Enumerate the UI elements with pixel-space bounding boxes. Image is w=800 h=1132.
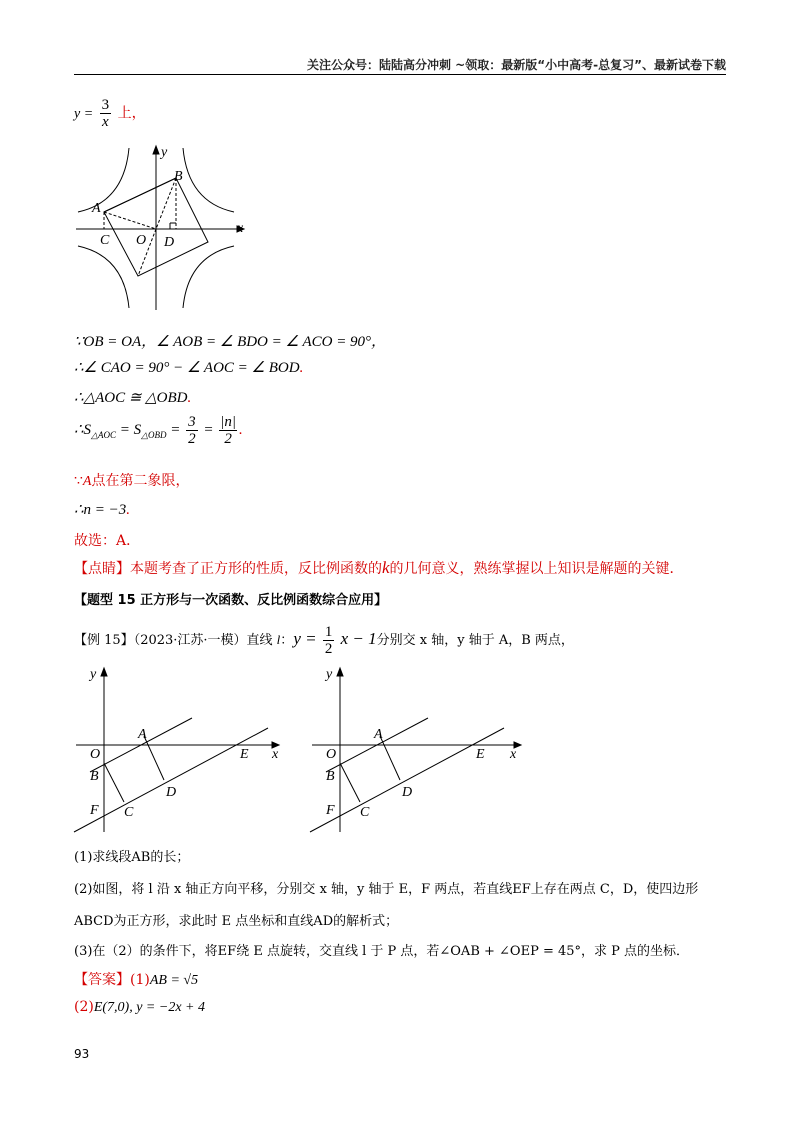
label-a: A xyxy=(138,727,147,742)
proof-text: ∠ CAO = 90° − ∠ AOC = ∠ BOD xyxy=(83,360,300,376)
label-b: B xyxy=(326,769,335,784)
area-sub: △AOC xyxy=(91,429,116,440)
fraction-3-x xyxy=(100,97,112,130)
label-d: D xyxy=(402,785,413,800)
frac-num: |n| xyxy=(220,414,237,430)
comment-tag: 【点睛】 xyxy=(74,561,130,577)
side-bc xyxy=(104,763,124,802)
proof-tail: . xyxy=(126,502,131,518)
label-c: C xyxy=(360,805,370,820)
y-axis-arrow xyxy=(153,146,159,154)
area-s: S xyxy=(83,421,92,438)
proof-line-6 xyxy=(74,500,130,519)
proof-tail: . xyxy=(239,421,243,438)
frac-num: 1 xyxy=(324,624,333,640)
label-c: C xyxy=(124,805,134,820)
proof-line-2 xyxy=(74,358,303,377)
hyperbola-q2 xyxy=(78,148,129,212)
example-src: （2023·江苏·一模）直线 xyxy=(133,633,277,648)
fraction-1-2 xyxy=(323,624,335,657)
y-eq: y = xyxy=(74,106,94,122)
label-b: B xyxy=(174,169,183,184)
eq: = xyxy=(199,421,218,438)
therefore-symbol: ∴ xyxy=(74,421,84,438)
label-f: F xyxy=(326,803,335,818)
line-l: l xyxy=(276,632,281,647)
label-c: C xyxy=(100,233,110,248)
proof-text: n = −3 xyxy=(83,502,127,518)
proof-text: △AOC ≅ △OBD xyxy=(83,390,188,406)
frac-den: x xyxy=(102,114,109,130)
question-3: (3)在（2）的条件下，将EF绕 E 点旋转，交直线 l 于 P 点，若∠OAB + ∠OEP = 45°，求 P 点的坐标． xyxy=(74,944,690,959)
label-d: D xyxy=(166,785,177,800)
eq: = xyxy=(115,421,134,438)
question-2a: (2)如图，将 l 沿 x 轴正方向平移，分别交 x 轴，y 轴于 E，F 两点，若直线EF上存在两点 C，D，使四边形 xyxy=(74,882,699,897)
suffix-text: 上， xyxy=(117,105,146,122)
label-y: y xyxy=(326,667,333,682)
label-x: x xyxy=(237,221,244,236)
page-number: 93 xyxy=(74,1047,90,1061)
comment-text: 本题考查了正方形的性质，反比例函数的 xyxy=(130,561,382,577)
proof-line-3 xyxy=(74,388,191,407)
label-d: D xyxy=(164,235,175,250)
label-x: x xyxy=(272,747,279,762)
eq: = xyxy=(166,421,185,438)
choice-line: 故选：A． xyxy=(74,533,141,549)
fraction-3-2 xyxy=(186,414,198,447)
line-ef xyxy=(310,728,504,832)
proof-text: 点在第二象限， xyxy=(91,473,190,489)
comment-text: 的几何意义，熟练掌握以上知识是解题的关键． xyxy=(389,561,684,577)
example-tag: 【例 15】 xyxy=(74,633,134,648)
frac-den: 2 xyxy=(324,641,333,657)
label-y: y xyxy=(161,145,168,160)
area-sub: △OBD xyxy=(141,429,167,440)
section-title: 【题型 15 正方形与一次函数、反比例函数综合应用】 xyxy=(74,593,388,608)
example-tail: 分别交 x 轴，y 轴于 A，B 两点， xyxy=(376,633,574,648)
label-e: E xyxy=(476,747,485,762)
therefore-symbol: ∴ xyxy=(74,360,84,376)
frac-num: 3 xyxy=(188,414,196,430)
question-1: (1)求线段AB的长； xyxy=(74,850,190,865)
label-x: x xyxy=(510,747,517,762)
figure-square-hyperbola xyxy=(72,142,252,312)
label-a: A xyxy=(92,201,101,216)
answer-line-1 xyxy=(74,969,198,989)
x-minus-1: x − 1 xyxy=(336,629,377,648)
proof-text: OB = OA，∠ AOB = ∠ BDO = ∠ ACO = 90°， xyxy=(83,334,387,350)
point-a: A xyxy=(82,474,92,489)
label-o: O xyxy=(136,233,147,248)
proof-tail: . xyxy=(299,360,304,376)
side-ad xyxy=(144,736,164,780)
side-ad xyxy=(380,736,400,780)
answer-tag: 【答案】 xyxy=(74,972,130,988)
label-e: E xyxy=(240,747,249,762)
proof-line-1 xyxy=(74,330,386,351)
answer-part: (2) xyxy=(74,999,94,1015)
figure-square-line-right xyxy=(304,662,530,838)
fraction-n-2 xyxy=(219,414,237,447)
frac-den: 2 xyxy=(188,431,196,447)
because-symbol: ∵ xyxy=(74,334,84,350)
label-f: F xyxy=(90,803,99,818)
proof-line-4 xyxy=(74,414,243,447)
answer-expr: E(7,0), y = −2x + 4 xyxy=(93,1000,205,1015)
side-bc xyxy=(340,763,360,802)
answer-part: (1) xyxy=(130,972,150,988)
question-2b: ABCD为正方形，求此时 E 点坐标和直线AD的解析式； xyxy=(74,914,399,929)
therefore-symbol: ∴ xyxy=(74,502,84,518)
frac-num: 3 xyxy=(101,97,110,113)
hyperbola-q4 xyxy=(183,246,234,308)
hyperbola-q1 xyxy=(183,148,234,212)
proof-line-5 xyxy=(74,470,189,490)
colon: ： xyxy=(280,633,294,648)
example-line xyxy=(74,624,574,657)
label-b: B xyxy=(90,769,99,784)
page-header: 关注公众号：陆陆高分冲刺 ~领取：最新版“小中高考-总复习”、最新试卷下载 xyxy=(74,56,726,75)
hyperbola-q3 xyxy=(78,246,129,308)
hyperbola-line xyxy=(74,97,146,130)
y-eq: y = xyxy=(293,629,321,648)
therefore-symbol: ∴ xyxy=(74,390,84,406)
line-ef xyxy=(74,728,268,832)
figure-square-line-left xyxy=(68,662,288,838)
proof-tail: . xyxy=(187,390,192,406)
comment-k: k xyxy=(382,558,390,577)
label-o: O xyxy=(90,747,101,762)
label-y: y xyxy=(90,667,97,682)
because-symbol: ∵ xyxy=(74,473,83,489)
answer-expr: AB = √5 xyxy=(149,973,199,988)
label-o: O xyxy=(326,747,337,762)
label-a: A xyxy=(374,727,383,742)
area-s: S xyxy=(133,421,142,438)
comment-line xyxy=(74,558,684,578)
answer-line-2 xyxy=(74,999,205,1016)
frac-den: 2 xyxy=(224,431,232,447)
